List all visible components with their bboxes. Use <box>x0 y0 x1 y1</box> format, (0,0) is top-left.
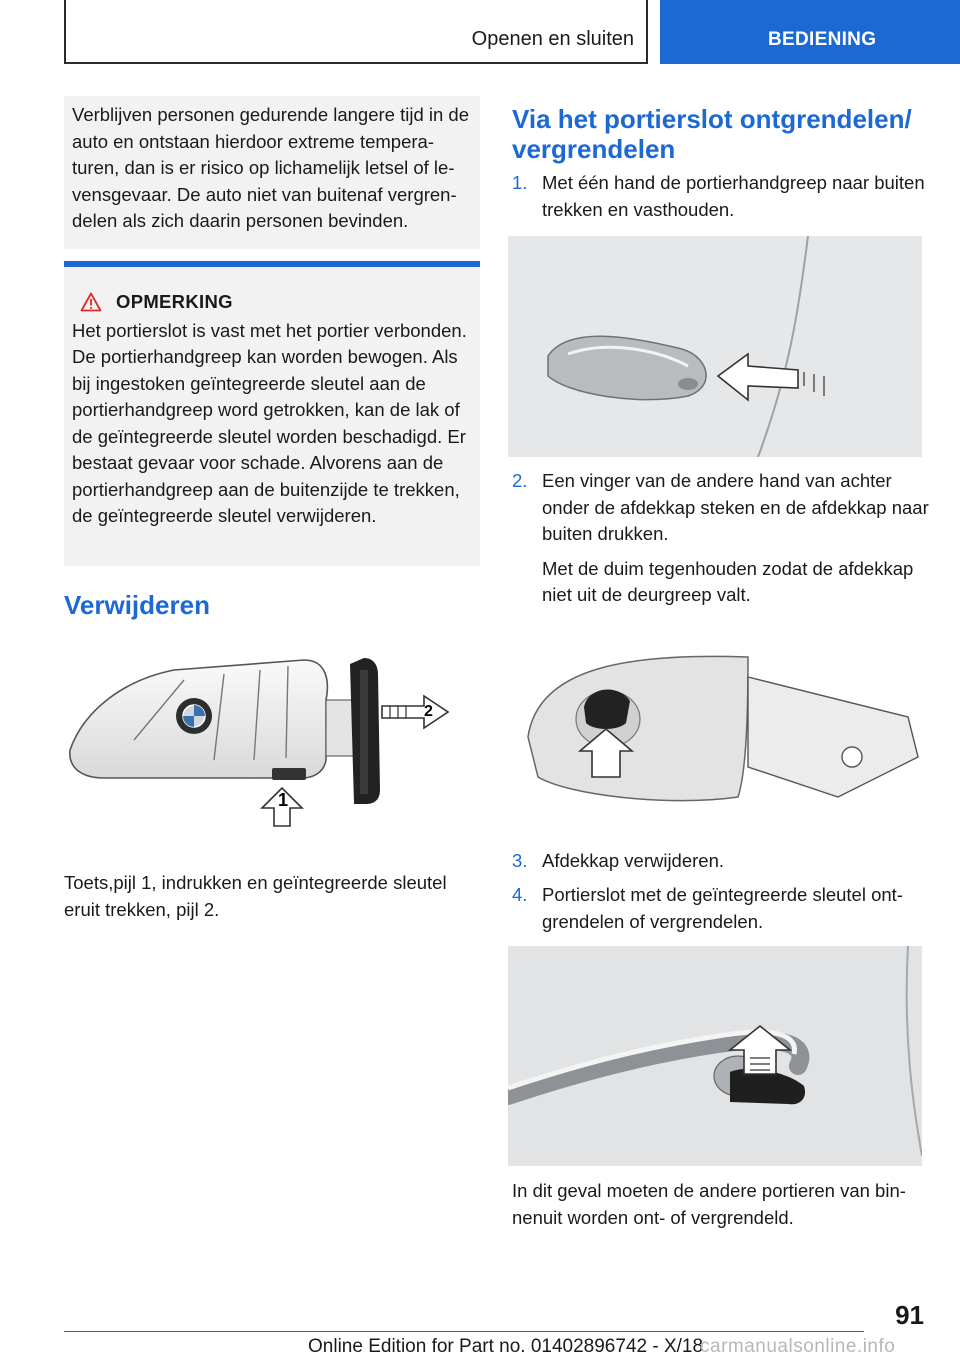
step-2-number: 2. <box>512 470 528 491</box>
step-2-extra-text: Met de duim tegenhouden zodat de afdekkap niet uit de deurgreep valt. <box>542 557 914 605</box>
door-handle-figure-2 <box>508 627 922 832</box>
header-chapter-title: BEDIENING <box>768 29 877 50</box>
notice-note-title <box>80 289 472 316</box>
step-2-text: Een vinger van de andere hand van achter onder de afdekkap steken en de afdekkap naar buiten drukken. <box>542 470 929 544</box>
step-1 <box>512 170 932 231</box>
warning-triangle-icon <box>80 292 102 312</box>
step-1-number: 1. <box>512 172 528 193</box>
key-arrow-label-1: 1 <box>278 790 289 810</box>
step-3-number: 3. <box>512 850 528 871</box>
section-heading-remove: Verwijderen <box>64 590 210 620</box>
door-handle-figure-1 <box>508 236 922 457</box>
step-4-number: 4. <box>512 884 528 905</box>
notice-note <box>64 261 480 566</box>
header-section-tab <box>64 0 648 64</box>
section-heading-door-lock: Via het portierslot ontgrendelen/ vergrendelen <box>512 104 912 164</box>
watermark: carmanualsonline.info <box>700 1336 896 1357</box>
step-3 <box>512 848 932 883</box>
key-arrow-label-2: 2 <box>424 703 433 720</box>
door-handle-figure-3 <box>508 946 922 1166</box>
step-1-text: Met één hand de portierhandgreep naar buiten trekken en vasthouden. <box>542 172 925 220</box>
key-caption: Toets,pijl 1, indrukken en geïntegreerde sleutel eruit trekken, pijl 2. <box>64 872 447 920</box>
warning-note-text: Verblijven personen gedurende langere tijd in de auto en ontstaan hierdoor extreme temperaturen, dan is er risico op lichamelijk letsel of levensgevaar. De auto niet van buitenaf vergrendelen als zich daarin personen bevinden. <box>72 104 470 231</box>
footer-edition: Online Edition for Part no. 01402896742 - X/18 <box>308 1336 704 1357</box>
door-caption: In dit geval moeten de andere portieren van binnenuit worden ont- of vergrendeld. <box>512 1180 906 1228</box>
notice-note-text: Het portierslot is vast met het portier verbonden. De portierhandgreep kan worden bewogen. Als bij ingestoken geïntegreerde sleutel aan de portierhandgreep word getrokken, kan de lak of de geïntegreerde sleutel worden beschadigd. Er bestaat gevaar voor schade. Alvorens aan de portierhandgreep aan de buitenzijde te trekken, de geïntegreerde sleutel verwijderen. <box>72 319 467 526</box>
page-number: 91 <box>895 1300 924 1330</box>
notice-note-heading: OPMERKING <box>116 291 233 312</box>
step-4 <box>512 882 932 943</box>
header-chapter-tab <box>660 0 960 64</box>
step-3-text: Afdekkap verwijderen. <box>542 850 725 871</box>
key-figure <box>64 640 480 840</box>
header-section-title: Openen en sluiten <box>471 28 634 50</box>
step-2 <box>512 468 932 617</box>
footer-divider <box>64 1331 864 1332</box>
warning-note <box>64 96 480 249</box>
step-4-text: Portierslot met de geïntegreerde sleutel ontgrendelen of vergrendelen. <box>542 884 903 932</box>
